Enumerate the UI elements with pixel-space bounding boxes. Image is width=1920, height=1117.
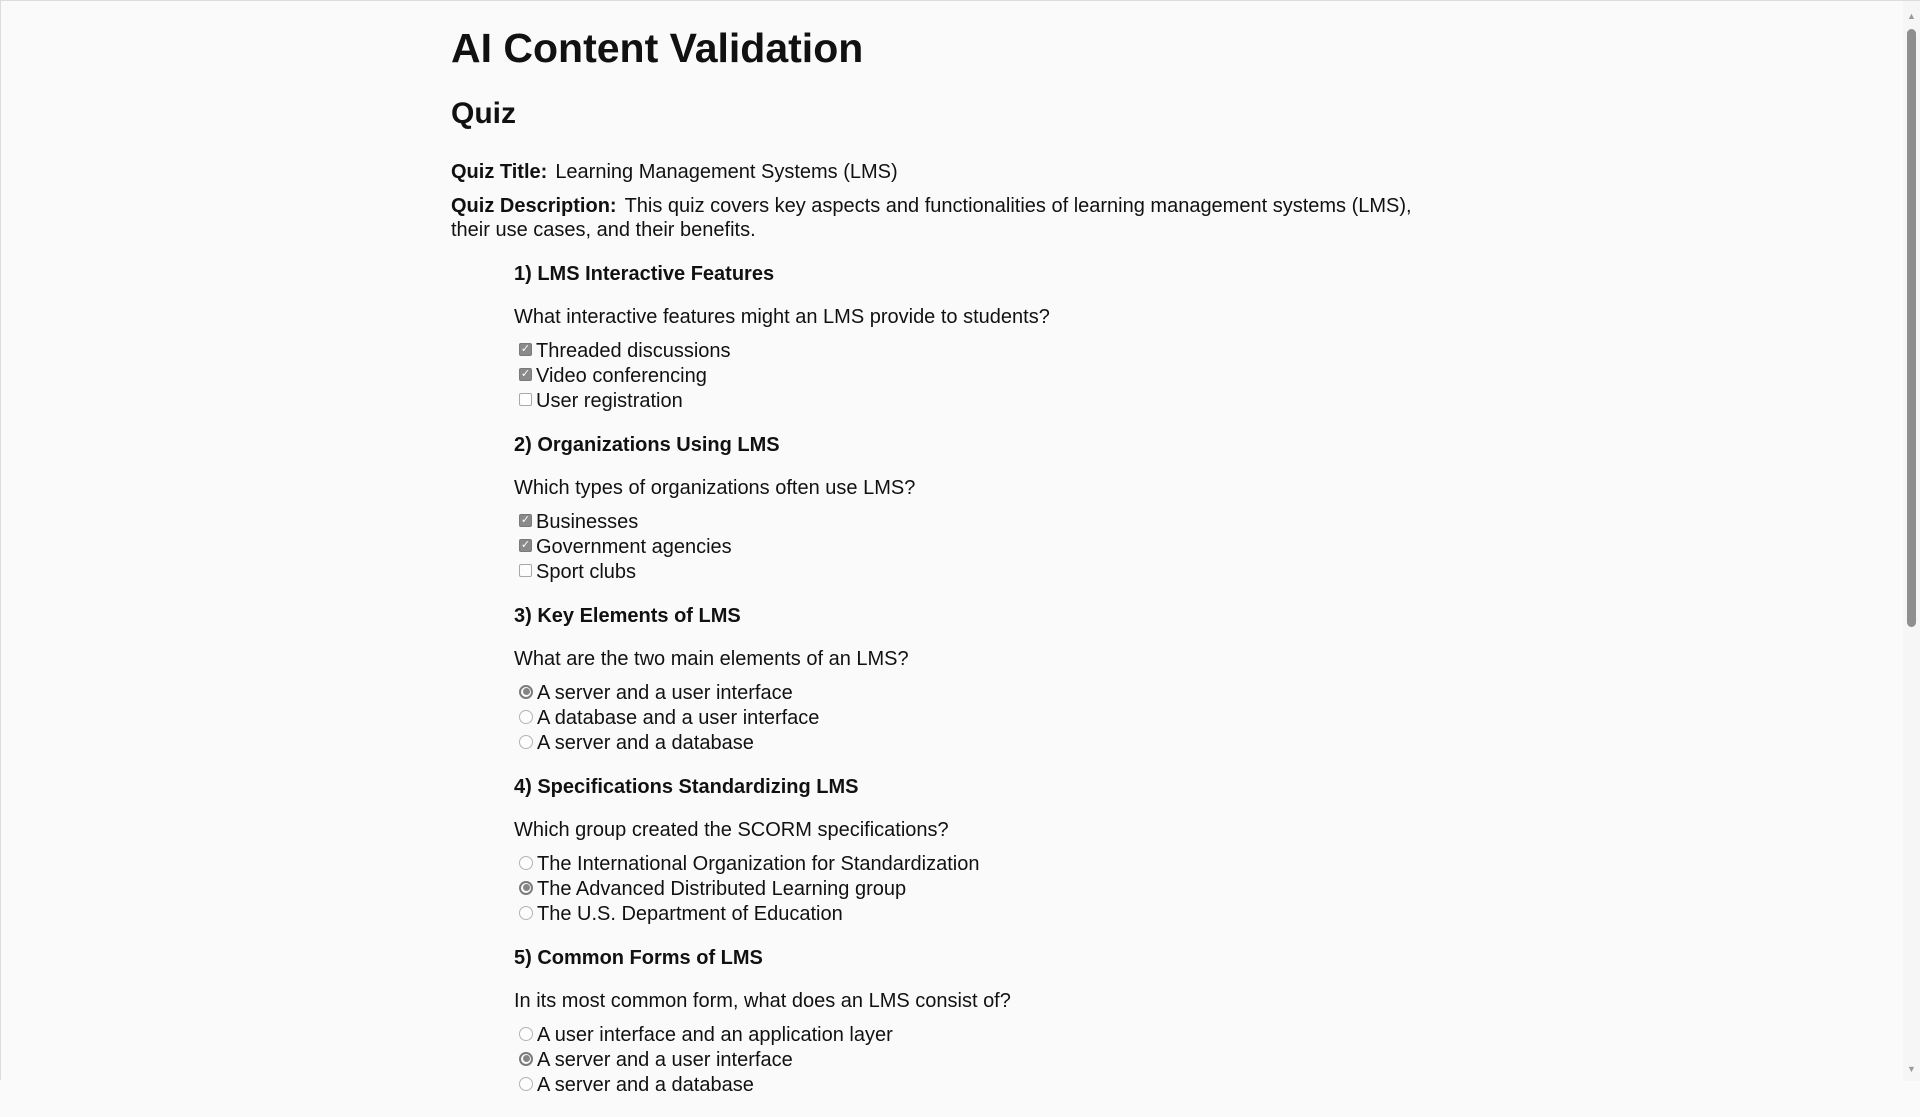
answer-option-label[interactable]: Businesses [536, 511, 639, 533]
question-heading: 3) Key Elements of LMS [514, 605, 741, 627]
answer-options [514, 339, 1451, 414]
radio-selected[interactable] [519, 685, 533, 699]
answer-option[interactable] [514, 364, 1451, 389]
question-prompt: In its most common form, what does an LMS consist of? [514, 990, 1011, 1012]
question-block [514, 775, 1451, 927]
answer-option-label[interactable]: A server and a database [537, 1074, 754, 1096]
answer-option[interactable] [514, 681, 1451, 706]
question-block [514, 262, 1451, 414]
question-heading: 2) Organizations Using LMS [514, 434, 780, 456]
section-heading: Quiz [451, 97, 516, 130]
question-block [514, 946, 1451, 1098]
question-heading: 4) Specifications Standardizing LMS [514, 776, 859, 798]
checkbox-checked[interactable]: ✓ [520, 368, 531, 380]
answer-options [514, 1023, 1451, 1098]
answer-option[interactable] [514, 1073, 1451, 1098]
answer-option[interactable] [514, 510, 1451, 535]
checkbox-checked[interactable]: ✓ [520, 514, 531, 526]
answer-option-label[interactable]: Video conferencing [536, 365, 707, 387]
radio-unselected[interactable] [519, 735, 533, 749]
scroll-down-arrow-icon[interactable]: ▼ [1907, 1063, 1916, 1074]
answer-option[interactable] [514, 535, 1451, 560]
checkbox-unchecked[interactable] [519, 393, 532, 406]
quiz-description-row [451, 194, 1451, 242]
radio-unselected[interactable] [519, 906, 533, 920]
checkbox-checked[interactable]: ✓ [520, 343, 531, 355]
question-block [514, 604, 1451, 756]
radio-unselected[interactable] [519, 1077, 533, 1091]
quiz-description: This quiz covers key aspects and functionalities of learning management systems (LMS), their use cases, and their benefits. [451, 195, 1412, 241]
answer-option-label[interactable]: Sport clubs [536, 561, 637, 583]
answer-option-label[interactable]: Government agencies [536, 536, 732, 558]
quiz-title: Learning Management Systems (LMS) [555, 161, 898, 183]
quiz-description-label: Quiz Description: [451, 195, 617, 217]
radio-selected[interactable] [519, 881, 533, 895]
scroll-thumb[interactable] [1907, 29, 1916, 627]
answer-option[interactable] [514, 902, 1451, 927]
scroll-up-arrow-icon[interactable]: ▲ [1907, 10, 1916, 21]
question-prompt: Which types of organizations often use LMS? [514, 477, 916, 499]
answer-option-label[interactable]: A server and a user interface [537, 1049, 793, 1071]
answer-option[interactable] [514, 560, 1451, 585]
answer-option-label[interactable]: A server and a user interface [537, 682, 793, 704]
answer-option[interactable] [514, 852, 1451, 877]
answer-option-label[interactable]: User registration [536, 390, 683, 412]
answer-option-label[interactable]: A server and a database [537, 732, 754, 754]
checkbox-unchecked[interactable] [519, 564, 532, 577]
quiz-title-label: Quiz Title: [451, 161, 548, 183]
answer-option[interactable] [514, 389, 1451, 414]
answer-option-label[interactable]: A database and a user interface [537, 707, 820, 729]
main-content [451, 1, 1451, 1117]
answer-options [514, 681, 1451, 756]
answer-option-label[interactable]: The International Organization for Standardization [537, 853, 980, 875]
answer-option-label[interactable]: Threaded discussions [536, 340, 731, 362]
question-block [514, 433, 1451, 585]
answer-option[interactable] [514, 1048, 1451, 1073]
question-heading: 1) LMS Interactive Features [514, 263, 775, 285]
question-prompt: What interactive features might an LMS provide to students? [514, 306, 1050, 328]
vertical-scrollbar[interactable] [1903, 1, 1920, 1081]
answer-option-label[interactable]: The Advanced Distributed Learning group [537, 878, 907, 900]
answer-options [514, 510, 1451, 585]
question-prompt: What are the two main elements of an LMS? [514, 648, 909, 670]
answer-option[interactable] [514, 731, 1451, 756]
answer-option[interactable] [514, 339, 1451, 364]
checkbox-checked[interactable]: ✓ [520, 539, 531, 551]
quiz-title-row [451, 160, 1451, 184]
answer-options [514, 852, 1451, 927]
page-heading: AI Content Validation [451, 25, 864, 71]
answer-option[interactable] [514, 877, 1451, 902]
radio-unselected[interactable] [519, 1027, 533, 1041]
answer-option[interactable] [514, 706, 1451, 731]
answer-option-label[interactable]: A user interface and an application layer [537, 1024, 893, 1046]
answer-option[interactable] [514, 1023, 1451, 1048]
question-prompt: Which group created the SCORM specifications? [514, 819, 949, 841]
radio-unselected[interactable] [519, 856, 533, 870]
radio-selected[interactable] [519, 1052, 533, 1066]
question-list [514, 262, 1451, 1098]
radio-unselected[interactable] [519, 710, 533, 724]
question-heading: 5) Common Forms of LMS [514, 947, 763, 969]
answer-option-label[interactable]: The U.S. Department of Education [537, 903, 843, 925]
